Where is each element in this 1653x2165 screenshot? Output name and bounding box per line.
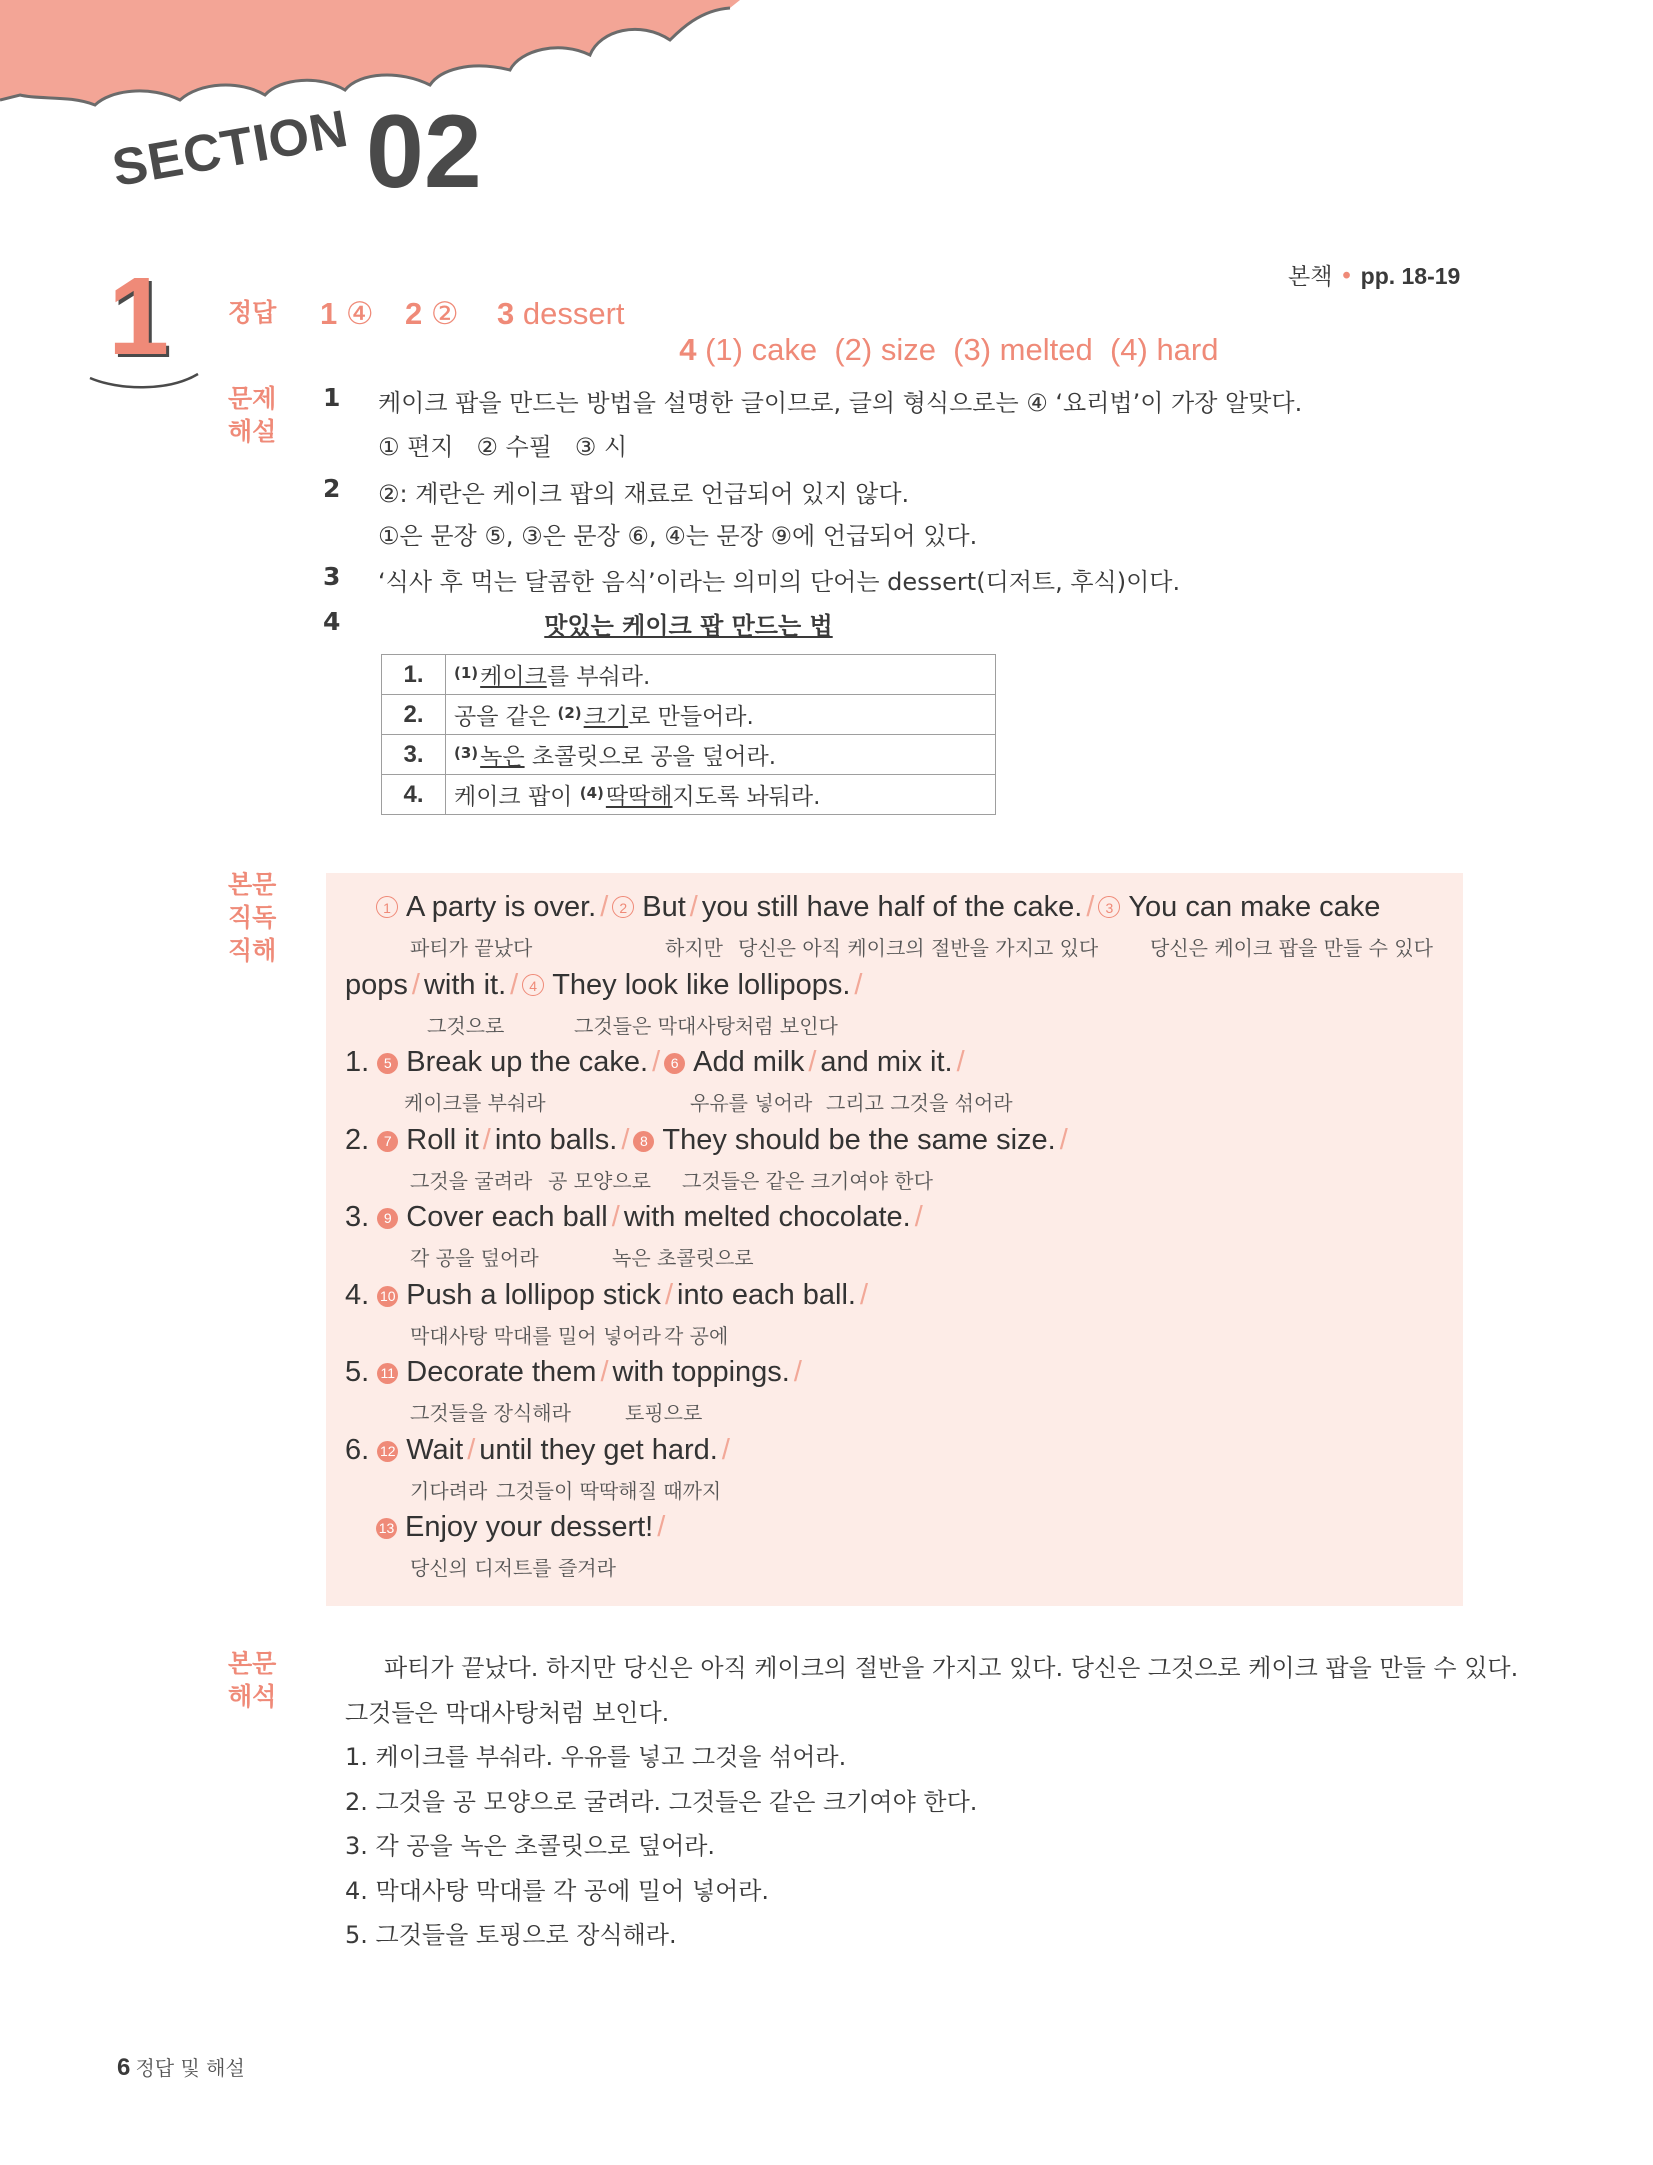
- answer-2: 2 ②: [405, 296, 459, 331]
- reading-line: 6. 12 Wait / until they get hard. /: [345, 1434, 730, 1466]
- explanation-label: 문제 해설: [228, 384, 277, 446]
- q3-number: 3: [323, 562, 341, 591]
- q2-line2: ①은 문장 ⑤, ③은 문장 ⑥, ④는 문장 ⑨에 언급되어 있다.: [378, 522, 978, 550]
- book-reference: [1288, 258, 1460, 291]
- q1-number: 1: [323, 383, 341, 412]
- reading-translation: 그것을 굴려라: [410, 1169, 533, 1193]
- reading-line: 1. 5 Break up the cake. / 6 Add milk / and mix it. /: [345, 1046, 965, 1078]
- reading-translation: 토핑으로: [625, 1401, 703, 1425]
- book-ref-label: 본책: [1288, 264, 1333, 290]
- q1-line1: 케이크 팝을 만드는 방법을 설명한 글이므로, 글의 형식으로는 ④ ‘요리법’이 가장 알맞다.: [378, 389, 1303, 417]
- translation-line: 파티가 끝났다. 하지만 당신은 아직 케이크의 절반을 가지고 있다. 당신은 그것으로 케이크 팝을 만들 수 있다.: [384, 1654, 1519, 1682]
- reading-line: 2. 7 Roll it / into balls. / 8 They should be the same size. /: [345, 1124, 1068, 1156]
- page-label: 정답 및 해설: [135, 2056, 245, 2080]
- reading-line: 4. 10 Push a lollipop stick / into each ball. /: [345, 1279, 869, 1311]
- translation-line: 3. 각 공을 녹은 초콜릿으로 덮어라.: [345, 1832, 716, 1860]
- reading-translation: 하지만: [665, 936, 723, 960]
- reading-translation: 각 공을 덮어라: [410, 1246, 539, 1270]
- reading-translation: 당신의 디저트를 즐겨라: [410, 1556, 616, 1580]
- reading-line: pops / with it. / 4 They look like lollipops. /: [345, 969, 863, 1001]
- reading-line: 1 A party is over. / 2 But / you still have half of the cake. / 3 You can make cake: [376, 891, 1380, 924]
- q2-line1: ②: 계란은 케이크 팝의 재료로 언급되어 있지 않다.: [378, 480, 910, 508]
- table-row: 3. $^{(3)}$녹은 초콜릿으로 공을 덮어라.: [382, 735, 996, 775]
- translation-line: 4. 막대사탕 막대를 각 공에 밀어 넣어라.: [345, 1877, 770, 1905]
- answer-label: 정답: [228, 298, 277, 327]
- translation-label: 본문 해석: [228, 1649, 277, 1711]
- reading-translation: 기다려라: [410, 1479, 488, 1503]
- reading-translation: 그것으로: [427, 1014, 505, 1038]
- reading-translation: 그것들은 막대사탕처럼 보인다: [574, 1014, 838, 1038]
- reading-translation: 녹은 초콜릿으로: [612, 1246, 754, 1270]
- reading-translation: 케이크를 부숴라: [404, 1091, 546, 1115]
- reading-translation: 공 모양으로: [548, 1169, 651, 1193]
- q2-number: 2: [323, 474, 341, 503]
- answer-3: 3 dessert: [497, 296, 625, 331]
- page-footer: [117, 2052, 245, 2082]
- q4-table-title: 맛있는 케이크 팝 만드는 법: [544, 612, 833, 640]
- reading-label: 본문 직독 직해: [228, 870, 277, 965]
- table-row: 4. 케이크 팝이 $^{(4)}$딱딱해지도록 놔둬라.: [382, 775, 996, 815]
- reading-translation: 파티가 끝났다: [410, 936, 533, 960]
- answer-1: 1 ④: [320, 296, 374, 331]
- section-number: 02: [366, 94, 482, 210]
- translation-line: 2. 그것을 공 모양으로 굴려라. 그것들은 같은 크기여야 한다.: [345, 1788, 978, 1816]
- translation-line: 5. 그것들을 토핑으로 장식해라.: [345, 1921, 677, 1949]
- dot-separator: •: [1339, 264, 1354, 290]
- page-number: 6: [117, 2054, 131, 2081]
- translation-line: 1. 케이크를 부숴라. 우유를 넣고 그것을 섞어라.: [345, 1743, 847, 1771]
- reading-translation: 그것들을 장식해라: [410, 1401, 571, 1425]
- reading-translation: 당신은 아직 케이크의 절반을 가지고 있다: [738, 936, 1099, 960]
- answer-4: 4 (1) cake (2) size (3) melted (4) hard: [679, 332, 1219, 367]
- reading-line: 13 Enjoy your dessert! /: [376, 1511, 669, 1544]
- section-word: SECTION: [108, 99, 353, 199]
- book-ref-pages: pp. 18-19: [1360, 263, 1461, 289]
- swoosh-decoration: [88, 360, 208, 400]
- reading-translation: 그것들은 같은 크기여야 한다: [682, 1169, 933, 1193]
- problem-number: 1: [108, 255, 170, 378]
- reading-translation: 그리고 그것을 섞어라: [826, 1091, 1013, 1115]
- reading-translation: 우유를 넣어라: [690, 1091, 813, 1115]
- q4-number: 4: [323, 607, 341, 636]
- cake-pop-steps-table: [381, 654, 996, 815]
- table-row: 1. $^{(1)}$케이크를 부숴라.: [382, 655, 996, 695]
- reading-translation: 당신은 케이크 팝을 만들 수 있다: [1150, 936, 1433, 960]
- q3-line1: ‘식사 후 먹는 달콤한 음식’이라는 의미의 단어는 dessert(디저트, 후식)이다.: [378, 568, 1181, 596]
- reading-translation: 막대사탕 막대를 밀어 넣어라: [410, 1324, 661, 1348]
- table-row: 2. 공을 같은 $^{(2)}$크기로 만들어라.: [382, 695, 996, 735]
- reading-translation: 그것들이 딱딱해질 때까지: [496, 1479, 722, 1503]
- reading-translation: 각 공에: [664, 1324, 729, 1348]
- reading-line: 5. 11 Decorate them / with toppings. /: [345, 1356, 802, 1388]
- q1-line2: ① 편지 ② 수필 ③ 시: [378, 433, 628, 461]
- translation-line: 그것들은 막대사탕처럼 보인다.: [345, 1699, 670, 1727]
- reading-line: 3. 9 Cover each ball / with melted chocolate. /: [345, 1201, 923, 1233]
